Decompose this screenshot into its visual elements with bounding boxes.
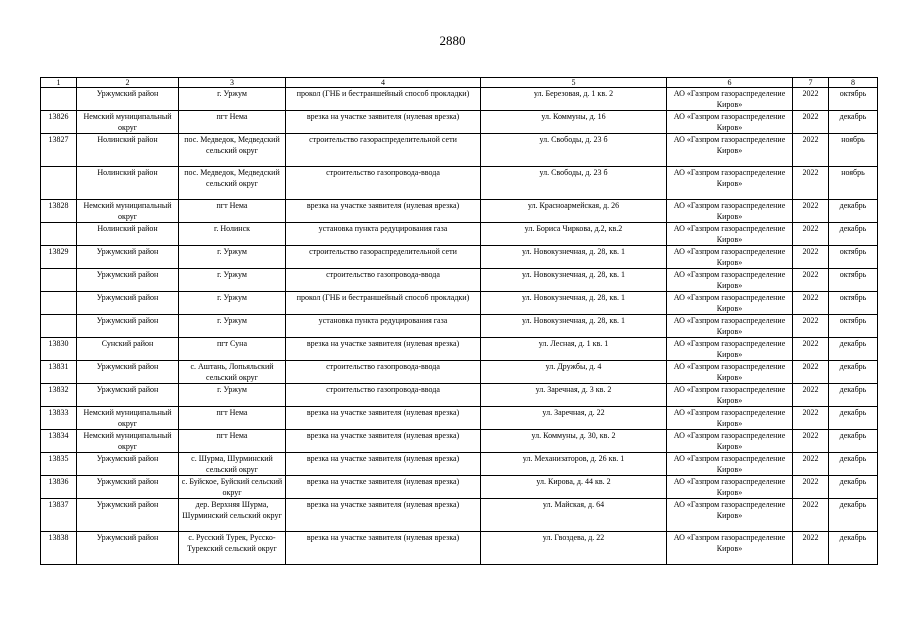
month-cell: декабрь [829,384,878,407]
row-number-cell [41,167,77,200]
year-cell: 2022 [793,338,829,361]
table-row [41,292,878,315]
gas-works-table [40,77,878,565]
row-number-cell: 13832 [41,384,77,407]
month-cell: октябрь [829,292,878,315]
address-cell: ул. Новокузнечная, д. 28, кв. 1 [481,292,667,315]
work-type-cell: врезка на участке заявителя (нулевая врезка) [286,407,481,430]
table-row [41,384,878,407]
column-header: 5 [481,78,667,88]
organization-cell: АО «Газпром газораспределение Киров» [667,223,793,246]
organization-cell: АО «Газпром газораспределение Киров» [667,338,793,361]
district-cell: Уржумский район [77,88,179,111]
settlement-cell: г. Уржум [179,292,286,315]
month-cell: декабрь [829,407,878,430]
column-header: 2 [77,78,179,88]
month-cell: декабрь [829,111,878,134]
month-cell: ноябрь [829,134,878,167]
work-type-cell: врезка на участке заявителя (нулевая врезка) [286,111,481,134]
settlement-cell: пос. Медведок, Медведский сельский округ [179,167,286,200]
settlement-cell: дер. Верхняя Шурма, Шурминский сельский округ [179,499,286,532]
organization-cell: АО «Газпром газораспределение Киров» [667,499,793,532]
row-number-cell: 13826 [41,111,77,134]
settlement-cell: пгт Нема [179,407,286,430]
row-number-cell: 13837 [41,499,77,532]
district-cell: Немский муниципальный округ [77,407,179,430]
work-type-cell: установка пункта редуцирования газа [286,315,481,338]
row-number-cell [41,223,77,246]
organization-cell: АО «Газпром газораспределение Киров» [667,532,793,565]
month-cell: декабрь [829,453,878,476]
settlement-cell: г. Уржум [179,88,286,111]
work-type-cell: врезка на участке заявителя (нулевая врезка) [286,499,481,532]
district-cell: Нолинский район [77,223,179,246]
organization-cell: АО «Газпром газораспределение Киров» [667,361,793,384]
year-cell: 2022 [793,223,829,246]
organization-cell: АО «Газпром газораспределение Киров» [667,384,793,407]
organization-cell: АО «Газпром газораспределение Киров» [667,111,793,134]
column-header: 6 [667,78,793,88]
district-cell: Уржумский район [77,361,179,384]
organization-cell: АО «Газпром газораспределение Киров» [667,88,793,111]
district-cell: Уржумский район [77,453,179,476]
work-type-cell: врезка на участке заявителя (нулевая врезка) [286,453,481,476]
row-number-cell: 13835 [41,453,77,476]
year-cell: 2022 [793,453,829,476]
settlement-cell: пгт Суна [179,338,286,361]
column-header: 7 [793,78,829,88]
address-cell: ул. Кирова, д. 44 кв. 2 [481,476,667,499]
year-cell: 2022 [793,384,829,407]
address-cell: ул. Дружбы, д. 4 [481,361,667,384]
month-cell: декабрь [829,338,878,361]
table-row [41,315,878,338]
table-row [41,476,878,499]
row-number-cell: 13834 [41,430,77,453]
row-number-cell: 13833 [41,407,77,430]
work-type-cell: врезка на участке заявителя (нулевая врезка) [286,476,481,499]
table-row [41,167,878,200]
address-cell: ул. Механизаторов, д. 26 кв. 1 [481,453,667,476]
row-number-cell [41,269,77,292]
column-header: 1 [41,78,77,88]
work-type-cell: строительство газопровода-ввода [286,269,481,292]
row-number-cell: 13828 [41,200,77,223]
year-cell: 2022 [793,532,829,565]
table-row [41,246,878,269]
organization-cell: АО «Газпром газораспределение Киров» [667,315,793,338]
settlement-cell: г. Уржум [179,384,286,407]
year-cell: 2022 [793,361,829,384]
address-cell: ул. Лесная, д. 1 кв. 1 [481,338,667,361]
settlement-cell: пгт Нема [179,111,286,134]
organization-cell: АО «Газпром газораспределение Киров» [667,167,793,200]
address-cell: ул. Свободы, д. 23 б [481,134,667,167]
month-cell: ноябрь [829,167,878,200]
year-cell: 2022 [793,499,829,532]
month-cell: декабрь [829,200,878,223]
district-cell: Уржумский район [77,292,179,315]
work-type-cell: строительство газораспределительной сети [286,246,481,269]
organization-cell: АО «Газпром газораспределение Киров» [667,246,793,269]
district-cell: Уржумский район [77,269,179,292]
table-row [41,338,878,361]
row-number-cell: 13827 [41,134,77,167]
table-row [41,88,878,111]
organization-cell: АО «Газпром газораспределение Киров» [667,292,793,315]
table-row [41,499,878,532]
address-cell: ул. Гвоздева, д. 22 [481,532,667,565]
settlement-cell: г. Уржум [179,269,286,292]
year-cell: 2022 [793,88,829,111]
district-cell: Нолинский район [77,167,179,200]
row-number-cell: 13836 [41,476,77,499]
address-cell: ул. Новокузнечная, д. 28, кв. 1 [481,246,667,269]
address-cell: ул. Березовая, д. 1 кв. 2 [481,88,667,111]
table-row [41,200,878,223]
work-type-cell: врезка на участке заявителя (нулевая врезка) [286,430,481,453]
settlement-cell: с. Аштань, Лопьяльский сельский округ [179,361,286,384]
address-cell: ул. Красноармейская, д. 26 [481,200,667,223]
organization-cell: АО «Газпром газораспределение Киров» [667,453,793,476]
address-cell: ул. Новокузнечная, д. 28, кв. 1 [481,315,667,338]
address-cell: ул. Заречная, д. 22 [481,407,667,430]
year-cell: 2022 [793,292,829,315]
month-cell: декабрь [829,223,878,246]
district-cell: Уржумский район [77,315,179,338]
work-type-cell: строительство газопровода-ввода [286,167,481,200]
organization-cell: АО «Газпром газораспределение Киров» [667,407,793,430]
table-row [41,430,878,453]
work-type-cell: строительство газораспределительной сети [286,134,481,167]
table-row [41,532,878,565]
work-type-cell: прокол (ГНБ и бестраншейный способ прокладки) [286,88,481,111]
month-cell: декабрь [829,499,878,532]
year-cell: 2022 [793,200,829,223]
settlement-cell: г. Уржум [179,246,286,269]
settlement-cell: пгт Нема [179,200,286,223]
column-header: 4 [286,78,481,88]
settlement-cell: пгт Нема [179,430,286,453]
year-cell: 2022 [793,430,829,453]
month-cell: декабрь [829,532,878,565]
district-cell: Уржумский район [77,499,179,532]
column-header: 8 [829,78,878,88]
work-type-cell: врезка на участке заявителя (нулевая врезка) [286,338,481,361]
table-row [41,407,878,430]
work-type-cell: врезка на участке заявителя (нулевая врезка) [286,532,481,565]
work-type-cell: прокол (ГНБ и бестраншейный способ прокладки) [286,292,481,315]
work-type-cell: установка пункта редуцирования газа [286,223,481,246]
year-cell: 2022 [793,134,829,167]
work-type-cell: строительство газопровода-ввода [286,361,481,384]
address-cell: ул. Новокузнечная, д. 28, кв. 1 [481,269,667,292]
month-cell: октябрь [829,88,878,111]
district-cell: Немский муниципальный округ [77,111,179,134]
address-cell: ул. Коммуны, д. 16 [481,111,667,134]
address-cell: ул. Майская, д. 64 [481,499,667,532]
organization-cell: АО «Газпром газораспределение Киров» [667,476,793,499]
page-number: 2880 [439,33,466,48]
row-number-cell: 13830 [41,338,77,361]
organization-cell: АО «Газпром газораспределение Киров» [667,134,793,167]
table-row [41,223,878,246]
settlement-cell: с. Шурма, Шурминский сельский округ [179,453,286,476]
work-type-cell: строительство газопровода-ввода [286,384,481,407]
district-cell: Уржумский район [77,246,179,269]
year-cell: 2022 [793,111,829,134]
year-cell: 2022 [793,167,829,200]
organization-cell: АО «Газпром газораспределение Киров» [667,430,793,453]
district-cell: Уржумский район [77,384,179,407]
year-cell: 2022 [793,269,829,292]
district-cell: Уржумский район [77,476,179,499]
district-cell: Уржумский район [77,532,179,565]
district-cell: Нолинский район [77,134,179,167]
row-number-cell [41,315,77,338]
month-cell: декабрь [829,361,878,384]
month-cell: декабрь [829,476,878,499]
address-cell: ул. Бориса Чиркова, д.2, кв.2 [481,223,667,246]
month-cell: октябрь [829,246,878,269]
row-number-cell: 13838 [41,532,77,565]
year-cell: 2022 [793,315,829,338]
district-cell: Сунский район [77,338,179,361]
year-cell: 2022 [793,476,829,499]
organization-cell: АО «Газпром газораспределение Киров» [667,200,793,223]
row-number-cell [41,88,77,111]
table-row [41,361,878,384]
settlement-cell: с. Буйское, Буйский сельский округ [179,476,286,499]
row-number-cell [41,292,77,315]
month-cell: октябрь [829,315,878,338]
address-cell: ул. Коммуны, д. 30, кв. 2 [481,430,667,453]
address-cell: ул. Свободы, д. 23 б [481,167,667,200]
table-row [41,269,878,292]
table-row [41,134,878,167]
settlement-cell: г. Нолинск [179,223,286,246]
organization-cell: АО «Газпром газораспределение Киров» [667,269,793,292]
district-cell: Немский муниципальный округ [77,430,179,453]
column-number-row [41,78,878,88]
settlement-cell: с. Русский Турек, Русско-Турекский сельский округ [179,532,286,565]
row-number-cell: 13831 [41,361,77,384]
settlement-cell: пос. Медведок, Медведский сельский округ [179,134,286,167]
month-cell: декабрь [829,430,878,453]
row-number-cell: 13829 [41,246,77,269]
address-cell: ул. Заречная, д. 3 кв. 2 [481,384,667,407]
table-row [41,453,878,476]
table-row [41,111,878,134]
month-cell: октябрь [829,269,878,292]
column-header: 3 [179,78,286,88]
district-cell: Немский муниципальный округ [77,200,179,223]
settlement-cell: г. Уржум [179,315,286,338]
year-cell: 2022 [793,246,829,269]
year-cell: 2022 [793,407,829,430]
work-type-cell: врезка на участке заявителя (нулевая врезка) [286,200,481,223]
